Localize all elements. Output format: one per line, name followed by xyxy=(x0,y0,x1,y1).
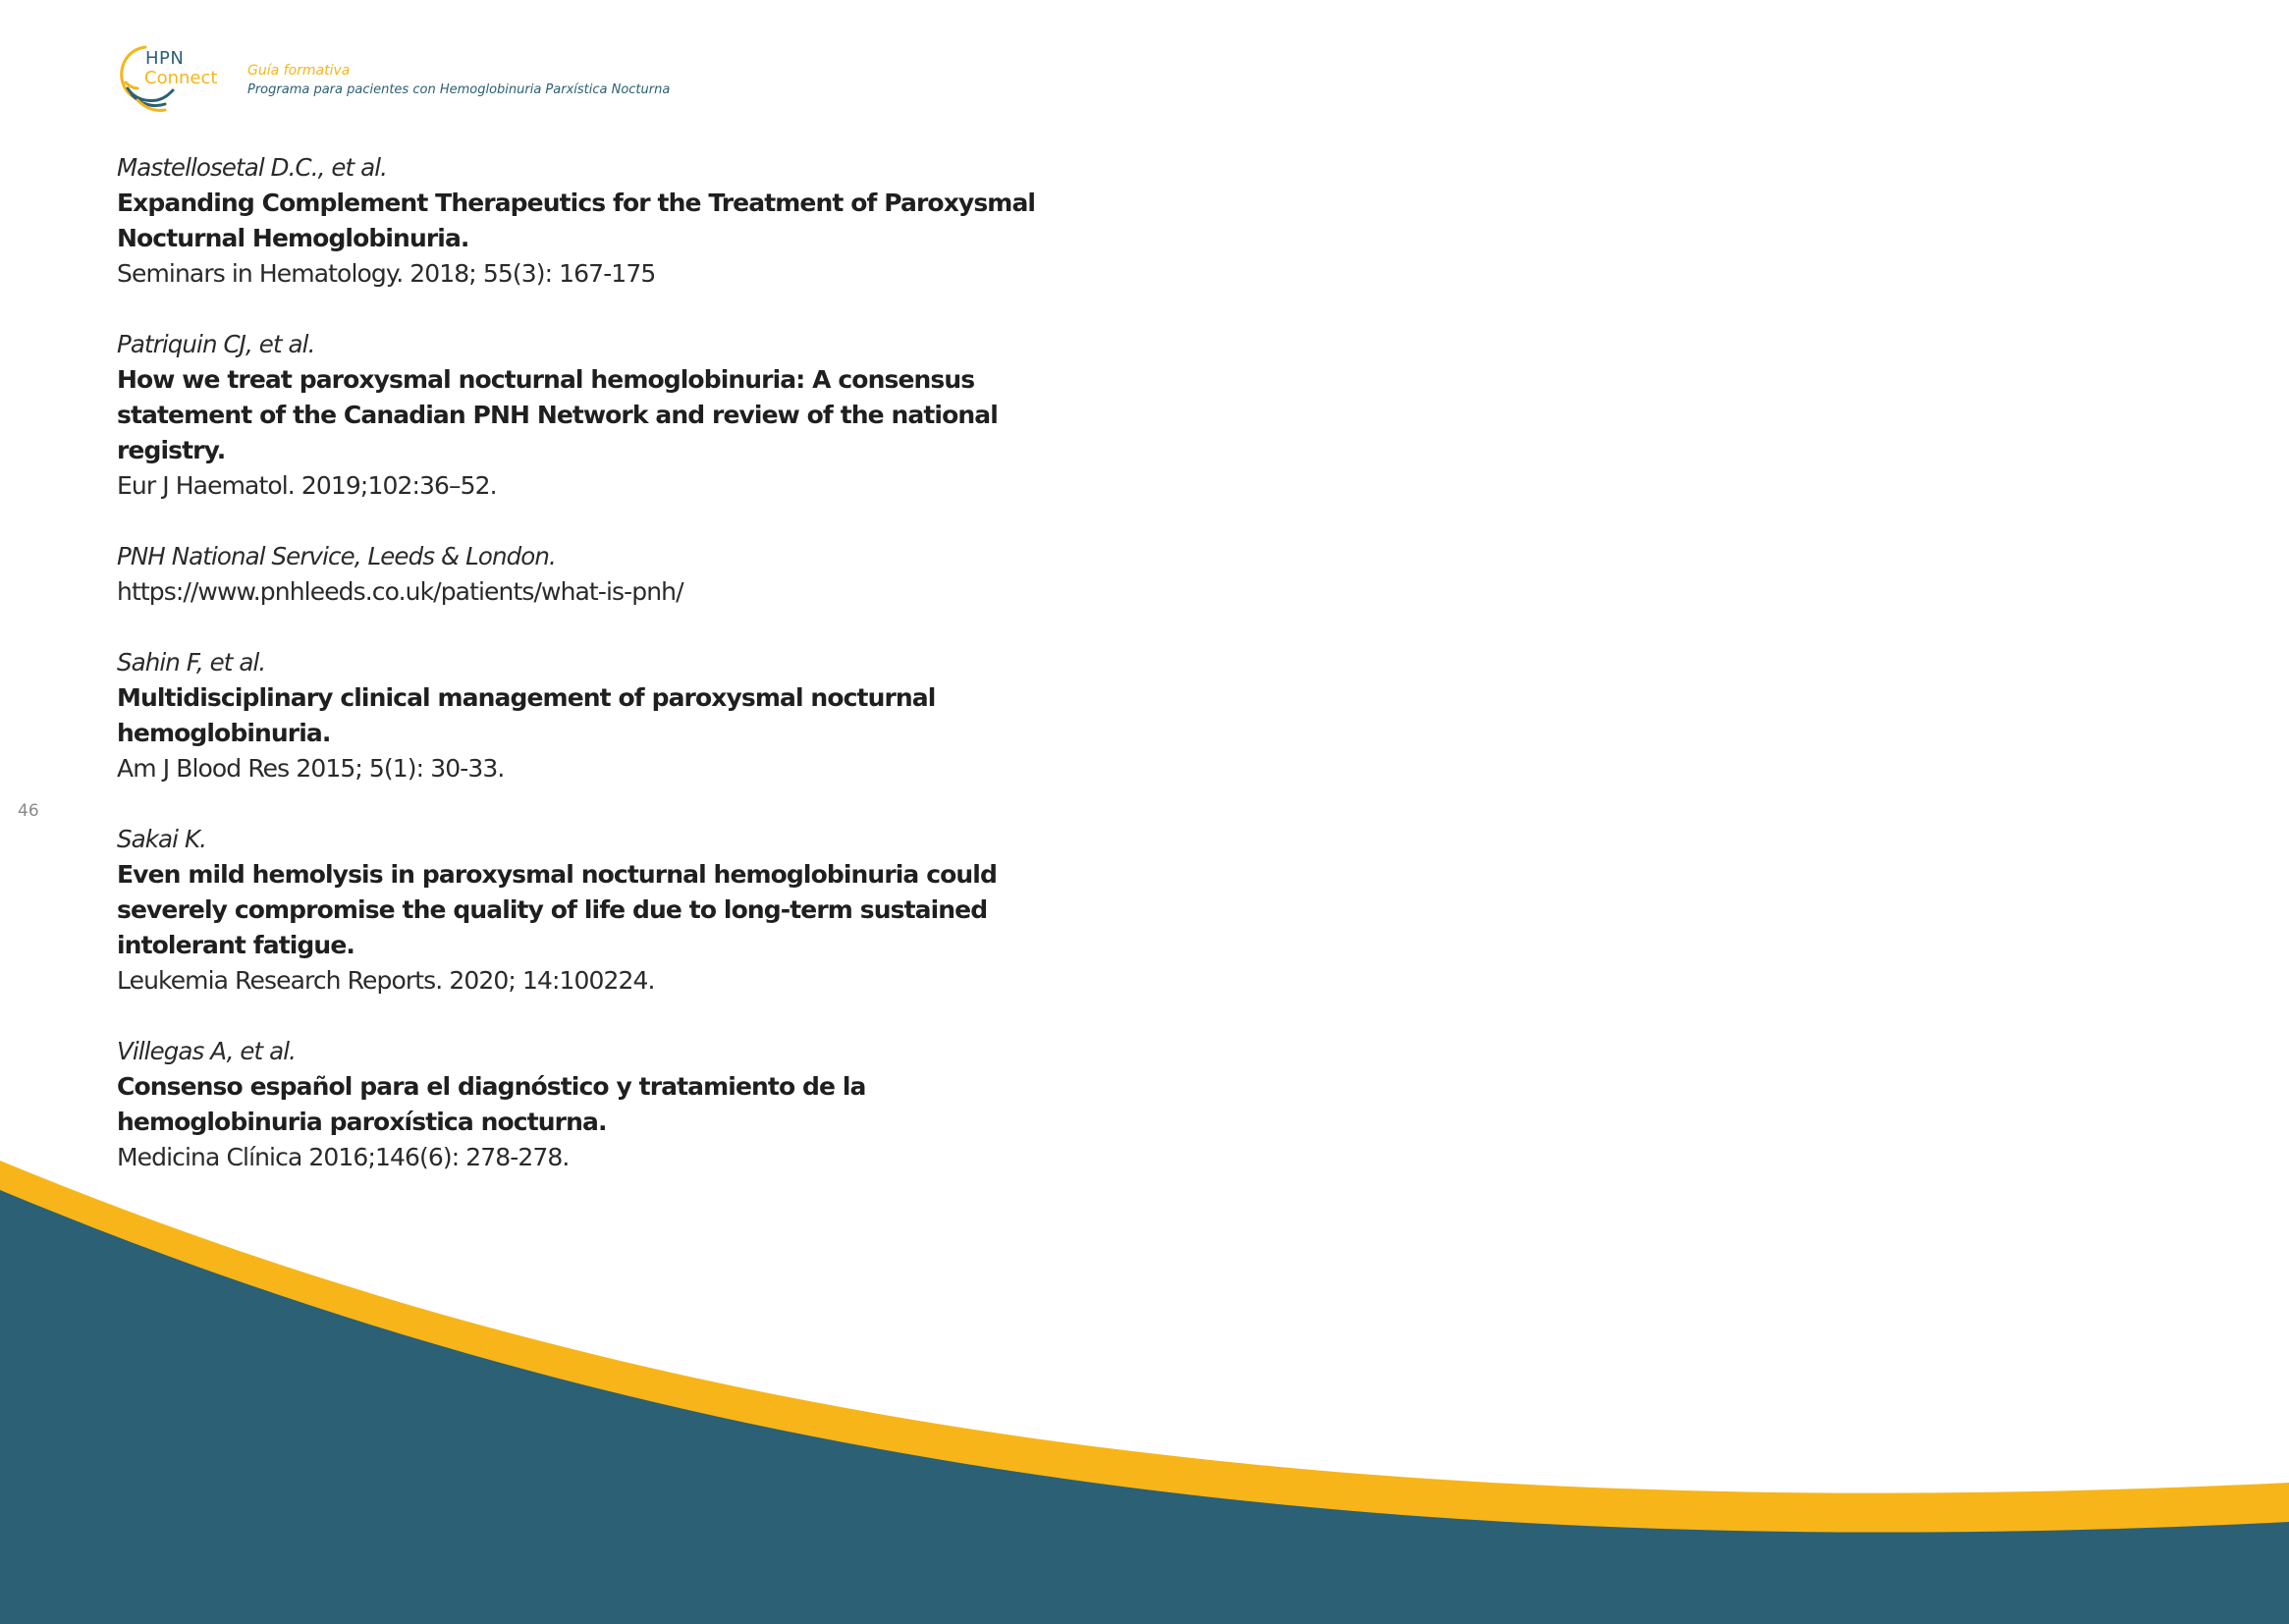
wave-navy-fill xyxy=(0,1190,2289,1624)
reference-item xyxy=(117,327,1060,504)
reference-title: Expanding Complement Therapeutics for the Treatment of Paroxysmal Nocturnal Hemoglobinuria. xyxy=(117,189,1036,252)
hpn-connect-logo xyxy=(116,43,226,114)
program-label: Programa para pacientes con Hemoglobinuria Parxística Nocturna xyxy=(247,82,671,97)
reference-authors: Sahin F, et al. xyxy=(117,648,266,677)
reference-item xyxy=(117,822,1060,999)
reference-item xyxy=(117,1034,1060,1175)
reference-authors: PNH National Service, Leeds & London. xyxy=(117,542,556,570)
reference-list xyxy=(117,150,1060,1211)
reference-source: Leukemia Research Reports. 2020; 14:100224. xyxy=(117,966,655,995)
logo-text-connect: Connect xyxy=(144,68,218,88)
reference-source: Am J Blood Res 2015; 5(1): 30-33. xyxy=(117,754,505,783)
reference-title: How we treat paroxysmal nocturnal hemoglobinuria: A consensus statement of the Canadian PNH Network and review of the national registry. xyxy=(117,365,998,464)
reference-authors: Mastellosetal D.C., et al. xyxy=(117,153,388,182)
reference-source: Seminars in Hematology. 2018; 55(3): 167-175 xyxy=(117,259,656,288)
header-text xyxy=(247,61,856,100)
reference-authors: Villegas A, et al. xyxy=(117,1037,297,1065)
guide-label: Guía formativa xyxy=(247,63,351,79)
header xyxy=(116,43,671,114)
reference-title: Multidisciplinary clinical management of paroxysmal nocturnal hemoglobinuria. xyxy=(117,683,936,747)
reference-item xyxy=(117,539,1060,610)
reference-item xyxy=(117,150,1060,292)
reference-authors: Patriquin CJ, et al. xyxy=(117,330,315,358)
page-number: 46 xyxy=(18,801,39,821)
reference-source: Eur J Haematol. 2019;102:36–52. xyxy=(117,471,497,500)
reference-item xyxy=(117,645,1060,786)
reference-title: Consenso español para el diagnóstico y tratamiento de la hemoglobinuria paroxística nocturna. xyxy=(117,1072,866,1136)
logo-text-hpn: HPN xyxy=(145,48,185,69)
reference-source: Medicina Clínica 2016;146(6): 278-278. xyxy=(117,1143,570,1171)
reference-link[interactable]: https://www.pnhleeds.co.uk/patients/what-is-pnh/ xyxy=(117,577,683,606)
reference-title: Even mild hemolysis in paroxysmal nocturnal hemoglobinuria could severely compromise the quality of life due to long-term sustained intolerant fatigue. xyxy=(117,860,997,959)
reference-authors: Sakai K. xyxy=(117,825,207,853)
